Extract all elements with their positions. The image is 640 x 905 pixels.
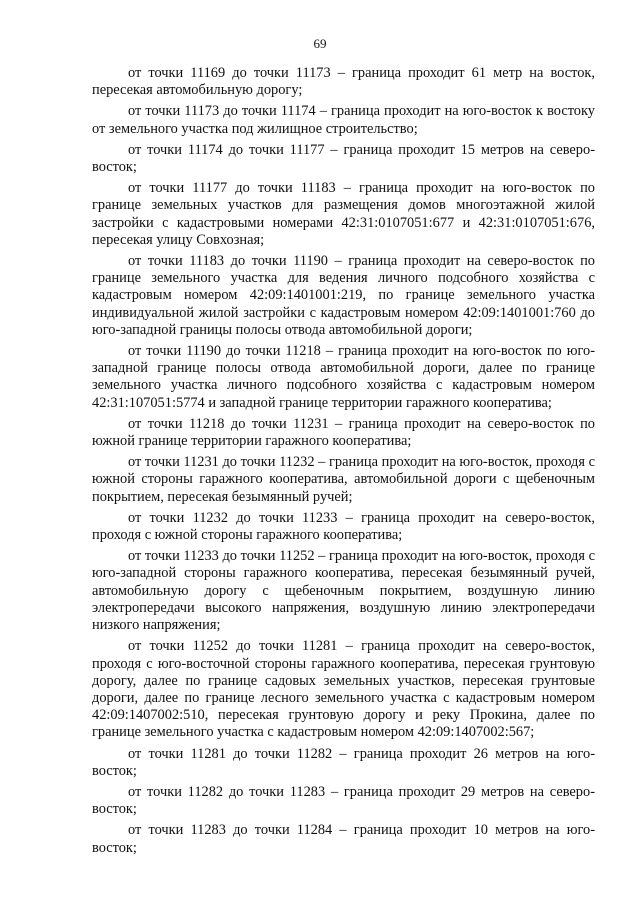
paragraph: от точки 11173 до точки 11174 – граница проходит на юго-восток к востоку от земельного участка под жилищное строительство; [92,103,595,137]
paragraph: от точки 11281 до точки 11282 – граница проходит 26 метров на юго-восток; [92,745,595,779]
paragraph: от точки 11232 до точки 11233 – граница проходит на северо-восток, проходя с южной стороны гаражного кооператива; [92,509,595,544]
paragraph: от точки 11174 до точки 11177 – граница проходит 15 метров на северо-восток; [92,141,595,176]
paragraph: от точки 11169 до точки 11173 – граница проходит 61 метр на восток, пересекая автомобильную дорогу; [92,65,595,99]
paragraph: от точки 11183 до точки 11190 – граница проходит на северо-восток по границе земельного участка для ведения личного подсобного хозяйства с кадастровым номером 42:09:1401001:219, по границе земельного участка индивидуальной жилой застройки с кадастровым номером 42:09:1401001:760 до юго-западной границы полосы отвода автомобильной дороги; [92,253,595,338]
paragraph: от точки 11252 до точки 11281 – граница проходит на северо-восток, проходя с юго-восточной стороны гаражного кооператива, пересекая грунтовую дорогу, далее по границе садовых земельных участков, пересекая грунтовые дороги, далее по границе лесного земельного участка с кадастровым номером 42:09:1407002:510, пересекая грунтовую дорогу и реку Прокина, далее по границе земельного участка с кадастровым номером 42:09:1407002:567; [92,638,595,741]
paragraph: от точки 11283 до точки 11284 – граница проходит 10 метров на юго-восток; [92,822,595,856]
paragraph: от точки 11218 до точки 11231 – граница проходит на северо-восток по южной границе территории гаражного кооператива; [92,415,595,450]
page-number: 69 [313,36,327,51]
paragraph: от точки 11233 до точки 11252 – граница проходит на юго-восток, проходя с юго-западной стороны гаражного кооператива, пересекая безымянный ручей, автомобильную дорогу с щебеночным покрытием, воздушную линию электропередачи высокого напряжения, воздушную линию электропередачи низкого напряжения; [92,548,595,634]
paragraph: от точки 11282 до точки 11283 – граница проходит 29 метров на северо-восток; [92,783,595,818]
document-body [92,65,595,861]
paragraph: от точки 11231 до точки 11232 – граница проходит на юго-восток, проходя с южной стороны гаражного кооператива, автомобильной дороги с щебеночным покрытием, пересекая безымянный ручей; [92,454,595,505]
paragraph: от точки 11177 до точки 11183 – граница проходит на юго-восток по границе земельных участков для размещения домов многоэтажной жилой застройки с кадастровыми номерами 42:31:0107051:677 и 42:31:0107051:676, пересекая улицу Совхозная; [92,180,595,248]
paragraph: от точки 11190 до точки 11218 – граница проходит на юго-восток по юго-западной границе полосы отвода автомобильной дороги, далее по границе земельного участка личного подсобного хозяйства с кадастровым номером 42:31:107051:5774 и западной границе территории гаражного кооператива; [92,343,595,411]
